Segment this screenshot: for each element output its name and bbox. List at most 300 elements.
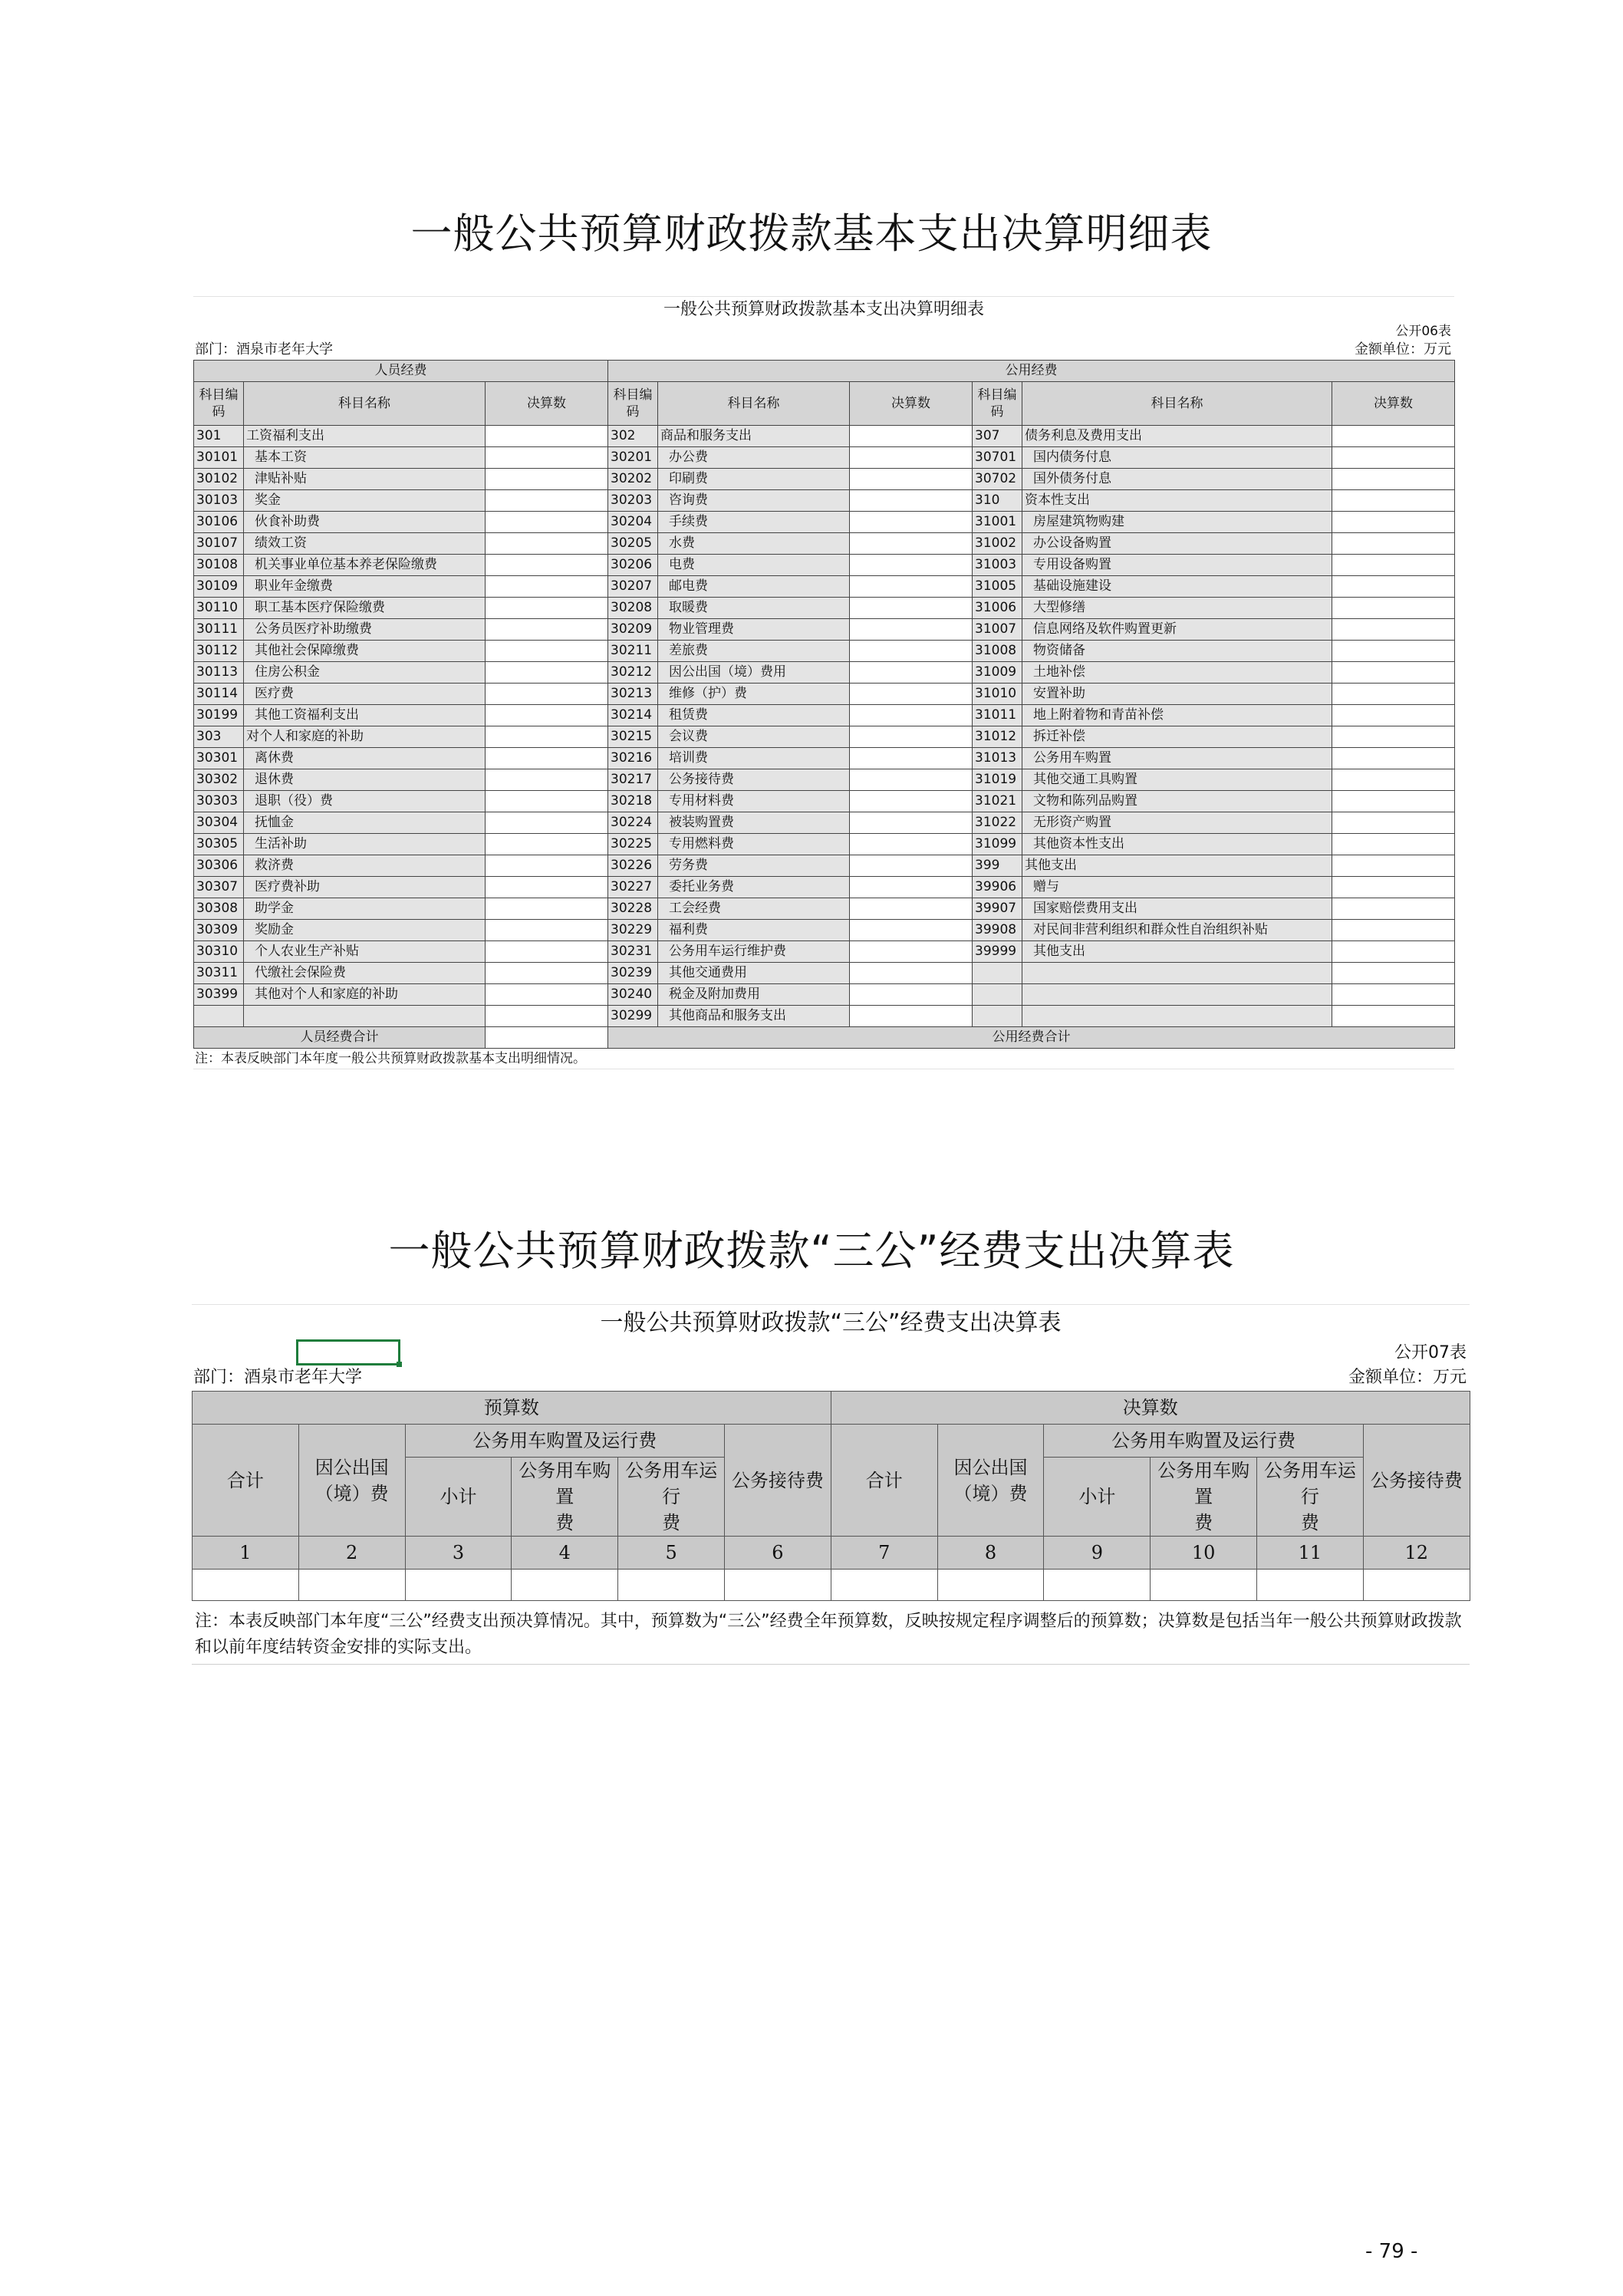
- item-amount[interactable]: [486, 920, 608, 941]
- item-name: 救济费: [244, 855, 486, 877]
- item-code: 30201: [608, 447, 658, 469]
- item-name: 职业年金缴费: [244, 576, 486, 598]
- item-name: 绩效工资: [244, 533, 486, 555]
- item-amount[interactable]: [1332, 920, 1455, 941]
- header-vehicle-group: 公务用车购置及运行费: [405, 1425, 724, 1458]
- item-amount[interactable]: [486, 555, 608, 576]
- item-name: 债务利息及费用支出: [1022, 426, 1332, 447]
- table2-page-title: 一般公共预算财政拨款“三公”经费支出决算表: [388, 1227, 1235, 1275]
- item-name: 退职（役）费: [244, 791, 486, 812]
- item-amount[interactable]: [850, 469, 973, 490]
- item-name: [1022, 984, 1332, 1006]
- item-name: 其他支出: [1022, 855, 1332, 877]
- header-vehicle-operation: [1257, 1458, 1364, 1537]
- item-amount[interactable]: [850, 662, 973, 684]
- item-amount[interactable]: [850, 619, 973, 641]
- item-name: 办公设备购置: [1022, 533, 1332, 555]
- item-code: 31011: [973, 705, 1022, 726]
- item-amount[interactable]: [850, 555, 973, 576]
- item-name: 培训费: [658, 748, 850, 769]
- item-amount[interactable]: [1332, 533, 1455, 555]
- header-total: 合计: [831, 1425, 937, 1537]
- table-row: [194, 426, 1455, 447]
- item-code: 30207: [608, 576, 658, 598]
- value-cell[interactable]: [1257, 1570, 1364, 1601]
- value-cell[interactable]: [193, 1570, 299, 1601]
- item-amount[interactable]: [1332, 576, 1455, 598]
- item-name: 生活补助: [244, 834, 486, 855]
- item-code: 30226: [608, 855, 658, 877]
- header-total: 合计: [193, 1425, 299, 1537]
- item-code: 30107: [194, 533, 244, 555]
- item-amount[interactable]: [850, 769, 973, 791]
- header-abroad-line2: （境）费: [953, 1482, 1028, 1504]
- table-row: [194, 512, 1455, 533]
- item-name: 医疗费补助: [244, 877, 486, 898]
- item-amount[interactable]: [850, 963, 973, 984]
- item-name: 税金及附加费用: [658, 984, 850, 1006]
- item-name: 土地补偿: [1022, 662, 1332, 684]
- item-code: 307: [973, 426, 1022, 447]
- item-name: 物业管理费: [658, 619, 850, 641]
- item-code: 30307: [194, 877, 244, 898]
- item-amount[interactable]: [486, 984, 608, 1006]
- item-amount[interactable]: [486, 1006, 608, 1027]
- item-name: 其他商品和服务支出: [658, 1006, 850, 1027]
- item-name: 安置补助: [1022, 684, 1332, 705]
- item-name: 维修（护）费: [658, 684, 850, 705]
- table1-unit: 金额单位：万元: [1355, 341, 1451, 357]
- item-code: 30309: [194, 920, 244, 941]
- item-code: 30227: [608, 877, 658, 898]
- item-name: 咨询费: [658, 490, 850, 512]
- item-code: 30217: [608, 769, 658, 791]
- item-code: 31099: [973, 834, 1022, 855]
- item-code: 30106: [194, 512, 244, 533]
- item-name: 专用燃料费: [658, 834, 850, 855]
- item-amount[interactable]: [850, 512, 973, 533]
- col-header-amount: 决算数: [1332, 382, 1455, 426]
- table-row: [194, 1006, 1455, 1027]
- item-code: 31021: [973, 791, 1022, 812]
- item-name: 国家赔偿费用支出: [1022, 898, 1332, 920]
- item-name: 其他交通费用: [658, 963, 850, 984]
- group-header-personnel: 人员经费: [194, 361, 608, 382]
- table-row: [194, 598, 1455, 619]
- item-name: 对民间非营利组织和群众性自治组织补贴: [1022, 920, 1332, 941]
- table-row: [194, 877, 1455, 898]
- item-code: 30216: [608, 748, 658, 769]
- item-code: 30109: [194, 576, 244, 598]
- header-vehicle-operation: [618, 1458, 725, 1537]
- item-name: 办公费: [658, 447, 850, 469]
- column-number: 2: [298, 1537, 405, 1570]
- item-name: 助学金: [244, 898, 486, 920]
- item-code: 30202: [608, 469, 658, 490]
- item-code: 30305: [194, 834, 244, 855]
- item-name: 因公出国（境）费用: [658, 662, 850, 684]
- item-code: 31003: [973, 555, 1022, 576]
- item-code: 30205: [608, 533, 658, 555]
- item-name: [1022, 963, 1332, 984]
- item-name: 无形资产购置: [1022, 812, 1332, 834]
- item-name: 伙食补助费: [244, 512, 486, 533]
- item-amount[interactable]: [850, 1006, 973, 1027]
- item-amount[interactable]: [486, 533, 608, 555]
- item-amount[interactable]: [850, 898, 973, 920]
- selected-cell-indicator[interactable]: [296, 1339, 400, 1365]
- table2-department: 部门：酒泉市老年大学: [193, 1368, 363, 1387]
- item-code: 30206: [608, 555, 658, 576]
- item-code: 31008: [973, 641, 1022, 662]
- item-code: 30306: [194, 855, 244, 877]
- item-name: 津贴补贴: [244, 469, 486, 490]
- item-code: 31010: [973, 684, 1022, 705]
- item-amount[interactable]: [1332, 791, 1455, 812]
- column-number: 10: [1151, 1537, 1257, 1570]
- table-row: [194, 726, 1455, 748]
- table1-page-title: 一般公共预算财政拨款基本支出决算明细表: [410, 209, 1213, 258]
- item-amount[interactable]: [1332, 555, 1455, 576]
- item-name: 代缴社会保险费: [244, 963, 486, 984]
- item-name: 取暖费: [658, 598, 850, 619]
- item-code: 399: [973, 855, 1022, 877]
- item-code: 30114: [194, 684, 244, 705]
- item-amount[interactable]: [486, 791, 608, 812]
- value-cell[interactable]: [618, 1570, 725, 1601]
- table1-form-number: 公开06表: [1395, 324, 1451, 339]
- item-amount[interactable]: [850, 641, 973, 662]
- item-name: 信息网络及软件购置更新: [1022, 619, 1332, 641]
- item-amount[interactable]: [1332, 748, 1455, 769]
- table-row: [194, 469, 1455, 490]
- item-code: 30399: [194, 984, 244, 1006]
- item-code: 30211: [608, 641, 658, 662]
- item-name: [244, 1006, 486, 1027]
- item-amount[interactable]: [1332, 426, 1455, 447]
- item-amount[interactable]: [1332, 941, 1455, 963]
- item-amount[interactable]: [486, 834, 608, 855]
- header-purchase-line2: 费: [1194, 1512, 1213, 1533]
- column-number: 4: [512, 1537, 618, 1570]
- item-code: 30224: [608, 812, 658, 834]
- table2-unit: 金额单位：万元: [1348, 1368, 1467, 1387]
- item-code: 31002: [973, 533, 1022, 555]
- column-number: 9: [1044, 1537, 1151, 1570]
- col-header-code: 科目编码: [194, 382, 244, 426]
- item-name: 其他交通工具购置: [1022, 769, 1332, 791]
- item-amount[interactable]: [1332, 855, 1455, 877]
- item-amount[interactable]: [486, 426, 608, 447]
- item-amount[interactable]: [486, 877, 608, 898]
- item-amount[interactable]: [850, 726, 973, 748]
- header-operation-line2: 费: [1300, 1512, 1319, 1533]
- item-code: 31006: [973, 598, 1022, 619]
- item-name: 对个人和家庭的补助: [244, 726, 486, 748]
- item-amount[interactable]: [1332, 469, 1455, 490]
- item-code: 30701: [973, 447, 1022, 469]
- item-amount[interactable]: [486, 576, 608, 598]
- item-amount[interactable]: [850, 791, 973, 812]
- table1-meta-row: [193, 340, 1454, 360]
- header-operation-line2: 费: [662, 1512, 681, 1533]
- item-amount[interactable]: [486, 490, 608, 512]
- item-code: [973, 984, 1022, 1006]
- item-code: 31007: [973, 619, 1022, 641]
- item-name: 劳务费: [658, 855, 850, 877]
- item-code: 30310: [194, 941, 244, 963]
- item-name: [1022, 1006, 1332, 1027]
- table-row: [194, 812, 1455, 834]
- item-name: 赠与: [1022, 877, 1332, 898]
- item-amount[interactable]: [850, 490, 973, 512]
- item-name: 委托业务费: [658, 877, 850, 898]
- group-header-budget: 预算数: [193, 1392, 831, 1425]
- item-name: 职工基本医疗保险缴费: [244, 598, 486, 619]
- table1-sheet: [193, 296, 1454, 1069]
- item-amount[interactable]: [850, 533, 973, 555]
- value-cell[interactable]: [937, 1570, 1044, 1601]
- item-amount[interactable]: [850, 576, 973, 598]
- item-amount[interactable]: [850, 941, 973, 963]
- item-name: 奖励金: [244, 920, 486, 941]
- header-abroad-line1: 因公出国: [953, 1456, 1028, 1478]
- item-code: 39999: [973, 941, 1022, 963]
- table-row: [194, 748, 1455, 769]
- item-amount[interactable]: [850, 598, 973, 619]
- item-amount[interactable]: [1332, 684, 1455, 705]
- item-amount[interactable]: [850, 705, 973, 726]
- item-name: 工会经费: [658, 898, 850, 920]
- item-code: [973, 1006, 1022, 1027]
- item-amount[interactable]: [486, 812, 608, 834]
- item-amount[interactable]: [1332, 447, 1455, 469]
- item-code: [973, 963, 1022, 984]
- item-amount[interactable]: [850, 834, 973, 855]
- item-amount[interactable]: [486, 726, 608, 748]
- col-header-code: 科目编码: [608, 382, 658, 426]
- item-name: 抚恤金: [244, 812, 486, 834]
- item-amount[interactable]: [850, 855, 973, 877]
- item-amount[interactable]: [486, 619, 608, 641]
- item-code: 31012: [973, 726, 1022, 748]
- table-row: [194, 791, 1455, 812]
- item-amount[interactable]: [850, 877, 973, 898]
- value-cell[interactable]: [405, 1570, 512, 1601]
- item-name: 公务员医疗补助缴费: [244, 619, 486, 641]
- table2-sheet: [192, 1304, 1470, 1665]
- header-purchase-line1: 公务用车购置: [1157, 1460, 1250, 1507]
- value-cell[interactable]: [298, 1570, 405, 1601]
- item-amount[interactable]: [1332, 662, 1455, 684]
- item-name: 被装购置费: [658, 812, 850, 834]
- col-header-name: 科目名称: [1022, 382, 1332, 426]
- item-amount[interactable]: [486, 963, 608, 984]
- item-code: 30239: [608, 963, 658, 984]
- item-code: [194, 1006, 244, 1027]
- item-amount[interactable]: [486, 769, 608, 791]
- item-name: 公务接待费: [658, 769, 850, 791]
- item-code: 30111: [194, 619, 244, 641]
- item-code: 30108: [194, 555, 244, 576]
- item-amount[interactable]: [850, 684, 973, 705]
- item-amount[interactable]: [486, 855, 608, 877]
- item-amount[interactable]: [850, 426, 973, 447]
- header-abroad-line2: （境）费: [314, 1482, 389, 1504]
- table-row: [194, 705, 1455, 726]
- item-code: 302: [608, 426, 658, 447]
- item-code: 30208: [608, 598, 658, 619]
- item-name: 福利费: [658, 920, 850, 941]
- item-amount[interactable]: [1332, 1006, 1455, 1027]
- item-amount[interactable]: [1332, 726, 1455, 748]
- table1-body: [194, 426, 1455, 1027]
- item-name: 工资福利支出: [244, 426, 486, 447]
- item-amount[interactable]: [486, 684, 608, 705]
- item-code: 31009: [973, 662, 1022, 684]
- item-amount[interactable]: [1332, 705, 1455, 726]
- item-amount[interactable]: [486, 469, 608, 490]
- item-name: 专用材料费: [658, 791, 850, 812]
- item-code: 303: [194, 726, 244, 748]
- column-number: 1: [193, 1537, 299, 1570]
- header-vehicle-purchase: [512, 1458, 618, 1537]
- item-code: 30110: [194, 598, 244, 619]
- value-cell[interactable]: [831, 1570, 937, 1601]
- item-amount[interactable]: [486, 941, 608, 963]
- item-name: 基本工资: [244, 447, 486, 469]
- item-name: 拆迁补偿: [1022, 726, 1332, 748]
- item-code: 30203: [608, 490, 658, 512]
- item-amount[interactable]: [1332, 963, 1455, 984]
- item-amount[interactable]: [1332, 898, 1455, 920]
- item-code: 30231: [608, 941, 658, 963]
- table-row: [194, 963, 1455, 984]
- item-name: 印刷费: [658, 469, 850, 490]
- table-row: [194, 898, 1455, 920]
- table2-meta-row: [192, 1365, 1470, 1391]
- value-row: [193, 1570, 1470, 1601]
- item-code: 30228: [608, 898, 658, 920]
- item-amount[interactable]: [1332, 512, 1455, 533]
- item-amount[interactable]: [1332, 984, 1455, 1006]
- item-amount[interactable]: [1332, 490, 1455, 512]
- table1-caption: 一般公共预算财政拨款基本支出决算明细表: [193, 296, 1454, 323]
- item-code: 30702: [973, 469, 1022, 490]
- item-code: 30303: [194, 791, 244, 812]
- item-amount[interactable]: [486, 512, 608, 533]
- header-subtotal: 小计: [405, 1458, 512, 1537]
- header-abroad: [937, 1425, 1044, 1537]
- table-row: [194, 447, 1455, 469]
- column-number: 8: [937, 1537, 1044, 1570]
- table1-note: 注：本表反映部门本年度一般公共预算财政拨款基本支出明细情况。: [193, 1049, 1454, 1069]
- value-cell[interactable]: [724, 1570, 831, 1601]
- item-amount[interactable]: [1332, 834, 1455, 855]
- item-name: 国外债务付息: [1022, 469, 1332, 490]
- item-code: 30215: [608, 726, 658, 748]
- item-name: 基础设施建设: [1022, 576, 1332, 598]
- table-row: [194, 576, 1455, 598]
- item-amount[interactable]: [1332, 641, 1455, 662]
- item-amount[interactable]: [1332, 877, 1455, 898]
- item-code: 30112: [194, 641, 244, 662]
- col-header-name: 科目名称: [244, 382, 486, 426]
- table2-caption: 一般公共预算财政拨款“三公”经费支出决算表: [192, 1304, 1470, 1342]
- table-row: [194, 490, 1455, 512]
- item-amount[interactable]: [486, 641, 608, 662]
- item-amount[interactable]: [486, 748, 608, 769]
- item-amount[interactable]: [1332, 812, 1455, 834]
- item-name: 电费: [658, 555, 850, 576]
- item-code: 39906: [973, 877, 1022, 898]
- total-personnel-label: 人员经费合计: [194, 1027, 486, 1049]
- value-cell[interactable]: [1044, 1570, 1151, 1601]
- table1-grid: [193, 360, 1455, 1049]
- item-code: 31019: [973, 769, 1022, 791]
- table-row: [194, 941, 1455, 963]
- value-cell[interactable]: [1151, 1570, 1257, 1601]
- table-row: [194, 555, 1455, 576]
- item-name: 专用设备购置: [1022, 555, 1332, 576]
- table-row: [194, 855, 1455, 877]
- item-name: 离休费: [244, 748, 486, 769]
- item-amount[interactable]: [850, 447, 973, 469]
- item-name: 水费: [658, 533, 850, 555]
- column-number: 5: [618, 1537, 725, 1570]
- item-amount[interactable]: [486, 662, 608, 684]
- item-name: 住房公积金: [244, 662, 486, 684]
- header-abroad-line1: 因公出国: [314, 1456, 389, 1478]
- item-amount[interactable]: [486, 898, 608, 920]
- item-amount[interactable]: [1332, 769, 1455, 791]
- page-number: - 79 -: [1365, 2240, 1418, 2263]
- item-amount[interactable]: [1332, 598, 1455, 619]
- item-name: 资本性支出: [1022, 490, 1332, 512]
- item-name: 奖金: [244, 490, 486, 512]
- column-number-row: [193, 1537, 1470, 1570]
- item-amount[interactable]: [486, 705, 608, 726]
- table-row: [194, 641, 1455, 662]
- item-code: 30302: [194, 769, 244, 791]
- item-code: 30299: [608, 1006, 658, 1027]
- table-row: [194, 619, 1455, 641]
- table-row: [194, 684, 1455, 705]
- item-amount[interactable]: [486, 447, 608, 469]
- item-amount[interactable]: [486, 598, 608, 619]
- item-name: 其他对个人和家庭的补助: [244, 984, 486, 1006]
- item-amount[interactable]: [850, 812, 973, 834]
- value-cell[interactable]: [512, 1570, 618, 1601]
- item-code: 31013: [973, 748, 1022, 769]
- item-name: 地上附着物和青苗补偿: [1022, 705, 1332, 726]
- item-amount[interactable]: [850, 984, 973, 1006]
- item-code: 30113: [194, 662, 244, 684]
- header-reception: 公务接待费: [1363, 1425, 1470, 1537]
- item-amount[interactable]: [850, 920, 973, 941]
- header-reception: 公务接待费: [724, 1425, 831, 1537]
- item-code: 31005: [973, 576, 1022, 598]
- item-amount[interactable]: [1332, 619, 1455, 641]
- item-amount[interactable]: [850, 748, 973, 769]
- item-code: 310: [973, 490, 1022, 512]
- item-name: 其他资本性支出: [1022, 834, 1332, 855]
- value-cell[interactable]: [1363, 1570, 1470, 1601]
- header-operation-line1: 公务用车运行: [625, 1460, 718, 1507]
- item-code: 39908: [973, 920, 1022, 941]
- header-purchase-line2: 费: [555, 1512, 574, 1533]
- item-code: 30204: [608, 512, 658, 533]
